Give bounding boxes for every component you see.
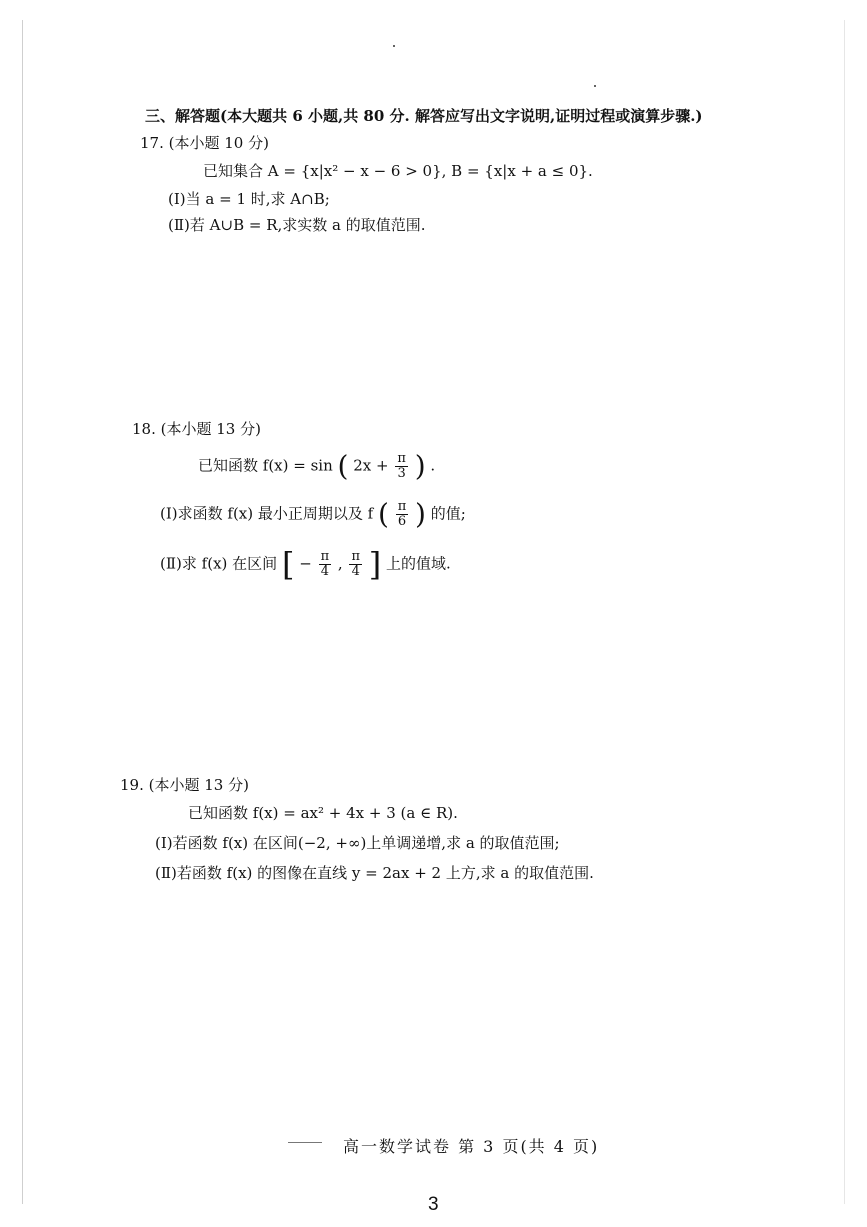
page-number: 3 [428, 1194, 439, 1215]
q18-stem [198, 449, 436, 483]
paren-close: ) [414, 449, 426, 483]
paren-close: ) [415, 497, 426, 531]
q18-part2-prefix: (Ⅱ)求 f(x) 在区间 [160, 554, 278, 573]
q17-part2: (Ⅱ)若 A∪B = R,求实数 a 的取值范围. [168, 216, 426, 234]
fraction-pi-4-right [349, 550, 362, 579]
q19-stem: 已知函数 f(x) = ax² + 4x + 3 (a ∈ R). [188, 804, 458, 822]
q17-part1: (Ⅰ)当 a = 1 时,求 A∩B; [168, 190, 330, 208]
frac-num: π [397, 499, 407, 514]
q17-stem: 已知集合 A = {x|x² − x − 6 > 0}, B = {x|x + a ≤ 0}. [203, 162, 593, 180]
fraction-pi-4-left [319, 550, 332, 579]
bracket-open: [ [281, 545, 295, 584]
paren-open: ( [377, 497, 389, 531]
bracket-close: ] [368, 545, 382, 584]
fraction-pi-6 [396, 500, 409, 529]
page-footer: 高一数学试卷 第 3 页(共 4 页) [343, 1137, 600, 1156]
q19-part2: (Ⅱ)若函数 f(x) 的图像在直线 y = 2ax + 2 上方,求 a 的取值范围. [155, 864, 594, 882]
footer-dash [288, 1142, 322, 1143]
q18-stem-inner: 2x + [353, 456, 389, 475]
frac-den: 4 [351, 564, 360, 579]
frac-den: 3 [397, 466, 406, 481]
q18-stem-prefix: 已知函数 f(x) = sin [198, 456, 333, 475]
paren-open: ( [337, 449, 349, 483]
q19-part1: (Ⅰ)若函数 f(x) 在区间(−2, +∞)上单调递增,求 a 的取值范围; [155, 834, 560, 852]
frac-num: π [351, 549, 360, 564]
q18-part2-left-sign: − [299, 554, 312, 573]
frac-den: 6 [397, 514, 407, 529]
q18-part2-suffix: 上的值域. [386, 554, 451, 573]
scan-speck [594, 85, 596, 87]
q19-header: 19. (本小题 13 分) [120, 776, 249, 794]
section-heading: 三、解答题(本大题共 6 小题,共 80 分. 解答应写出文字说明,证明过程或演算步骤.) [145, 107, 703, 125]
q18-part1 [160, 497, 466, 531]
q18-part1-prefix: (Ⅰ)求函数 f(x) 最小正周期以及 f [160, 504, 374, 523]
frac-num: π [397, 451, 406, 466]
scan-speck [393, 45, 395, 47]
q17-header: 17. (本小题 10 分) [140, 134, 269, 152]
q18-stem-suffix: . [430, 456, 436, 475]
q18-part2-comma: , [337, 554, 343, 573]
frac-den: 4 [320, 564, 329, 579]
q18-header: 18. (本小题 13 分) [132, 420, 261, 438]
page-frame [22, 20, 845, 1204]
q18-part2 [160, 545, 451, 584]
fraction-pi-3 [395, 452, 408, 481]
frac-num: π [320, 549, 330, 564]
q18-part1-suffix: 的值; [430, 504, 466, 523]
